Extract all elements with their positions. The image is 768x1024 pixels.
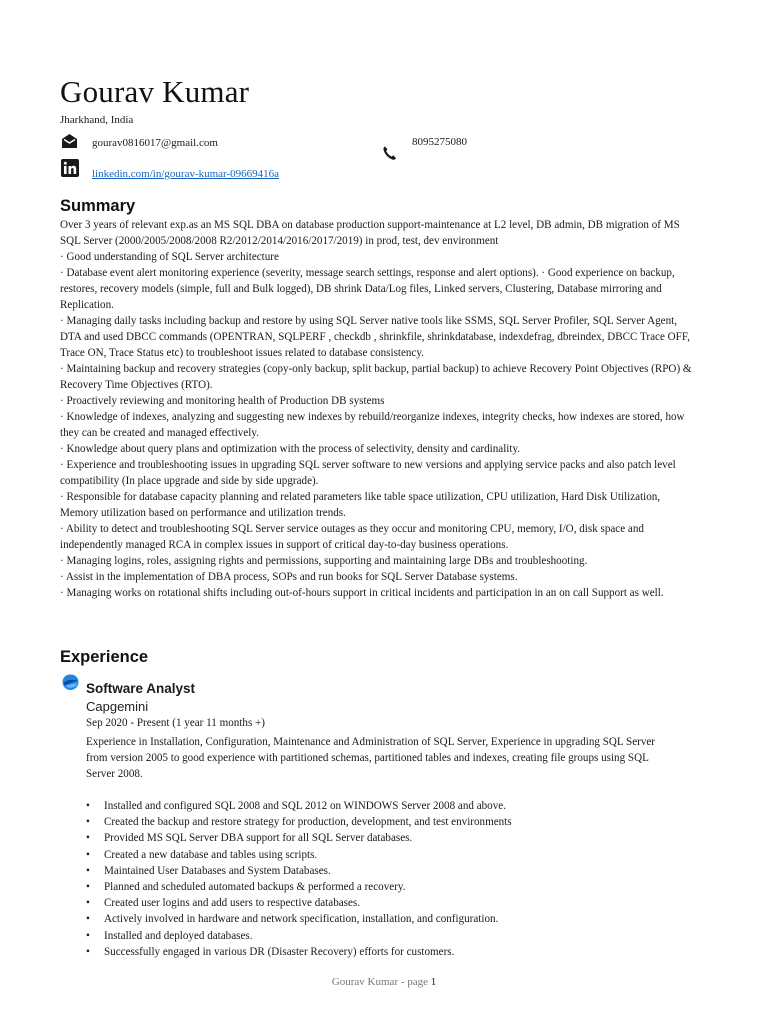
summary-paragraph: · Proactively reviewing and monitoring health of Production DB systems (60, 395, 385, 407)
page-number: 1 (430, 976, 437, 988)
experience-heading: Experience (60, 648, 149, 666)
email-text[interactable]: gourav0816017@gmail.com (92, 137, 218, 149)
list-item: • Planned and scheduled automated backups & performed a recovery. (86, 879, 512, 895)
list-item: • Provided MS SQL Server DBA support for all SQL Server databases. (86, 830, 512, 846)
summary-heading: Summary (60, 197, 136, 215)
candidate-name: Gourav Kumar (60, 74, 250, 109)
summary-paragraph: · Managing works on rotational shifts including out-of-hours support in critical incidents and participation in an on call Support as well. (60, 587, 664, 599)
job-description: Experience in Installation, Configuration, Maintenance and Administration of SQL Server, Experience in upgrading SQL Server from version 2005 to good experience with partitioned schemas, partitioned tables and indexes, creating file groups using SQL Server 2008. (86, 736, 655, 780)
company-name: Capgemini (86, 699, 149, 714)
summary-paragraph: · Responsible for database capacity planning and related parameters like table space utilization, CPU utilization, Hard Disk Utilization, Memory utilization based on performance and utilization trends. (60, 491, 661, 519)
list-item: • Maintained User Databases and System Databases. (86, 863, 512, 879)
job-title: Software Analyst (86, 681, 196, 696)
summary-paragraph: · Knowledge about query plans and optimization with the process of selectivity, density and cardinality. (60, 443, 521, 455)
summary-paragraph: · Maintaining backup and recovery strategies (copy-only backup, split backup, partial backup) to achieve Recovery Point Objectives (RPO) & Recovery Time Objectives (RTO). (60, 363, 692, 391)
envelope-icon (61, 133, 78, 149)
linkedin-link[interactable]: linkedin.com/in/gourav-kumar-09669416a (92, 168, 280, 180)
job-dates: Sep 2020 - Present (1 year 11 months +) (86, 717, 266, 729)
list-item: • Created user logins and add users to respective databases. (86, 895, 512, 911)
company-logo-icon (61, 673, 80, 692)
summary-paragraph: · Good understanding of SQL Server architecture (60, 251, 279, 263)
job-bullet-list (86, 798, 512, 960)
list-item: • Installed and configured SQL 2008 and SQL 2012 on WINDOWS Server 2008 and above. (86, 798, 512, 814)
page-footer (0, 976, 768, 988)
summary-paragraph: Over 3 years of relevant exp.as an MS SQL DBA on database production support-maintenance at L2 level, DB admin, DB migration of MS SQL Server (2000/2005/2008/2008 R2/2012/2014/2016/2017/2019) in prod, test, dev environment (60, 219, 680, 247)
list-item: • Successfully engaged in various DR (Disaster Recovery) efforts for customers. (86, 944, 512, 960)
list-item: • Created the backup and restore strategy for production, development, and test environments (86, 814, 512, 830)
summary-body (60, 217, 696, 601)
summary-paragraph: · Database event alert monitoring experience (severity, message search settings, response and alert options). · Good experience on backup, restores, recovery models (simple, full and Bulk logged), DB shrink Data/Log files, Linked servers, Clustering, Database mirroring and Replication. (60, 267, 675, 311)
footer-text: Gourav Kumar - page (331, 976, 428, 988)
phone-text[interactable]: 8095275080 (412, 136, 467, 148)
summary-paragraph: · Managing daily tasks including backup and restore by using SQL Server native tools like SSMS, SQL Server Profiler, SQL Server Agent, DTA and used DBCC commands (OPENTRAN, SQLPERF , checkdb , shrinkfile, shrinkdatabase, indexdefrag, dbreindex, DBCC Trace OFF, Trace ON, Trace Status etc) to troubleshoot issues related to database consistency. (60, 315, 690, 359)
candidate-location: Jharkhand, India (60, 114, 134, 126)
list-item: • Created a new database and tables using scripts. (86, 847, 512, 863)
summary-paragraph: · Ability to detect and troubleshooting SQL Server service outages as they occur and monitoring CPU, memory, I/O, disk space and independently managed RCA in complex issues in support of critical day-to-day business operations. (60, 523, 644, 551)
summary-paragraph: · Knowledge of indexes, analyzing and suggesting new indexes by rebuild/reorganize indexes, integrity checks, how indexes are stored, how they can be created and managed effectively. (60, 411, 685, 439)
linkedin-icon (61, 159, 79, 177)
summary-paragraph: · Managing logins, roles, assigning rights and permissions, supporting and maintaining large DBs and troubleshooting. (60, 555, 588, 567)
phone-icon (382, 145, 397, 161)
list-item: • Actively involved in hardware and network specification, installation, and configuration. (86, 911, 512, 927)
list-item: • Installed and deployed databases. (86, 928, 512, 944)
summary-paragraph: · Experience and troubleshooting issues in upgrading SQL server software to new versions and applying service packs and also patch level compatibility (In place upgrade and side by side upgrade). (60, 459, 676, 487)
summary-paragraph: · Assist in the implementation of DBA process, SOPs and run books for SQL Server Database systems. (60, 571, 518, 583)
